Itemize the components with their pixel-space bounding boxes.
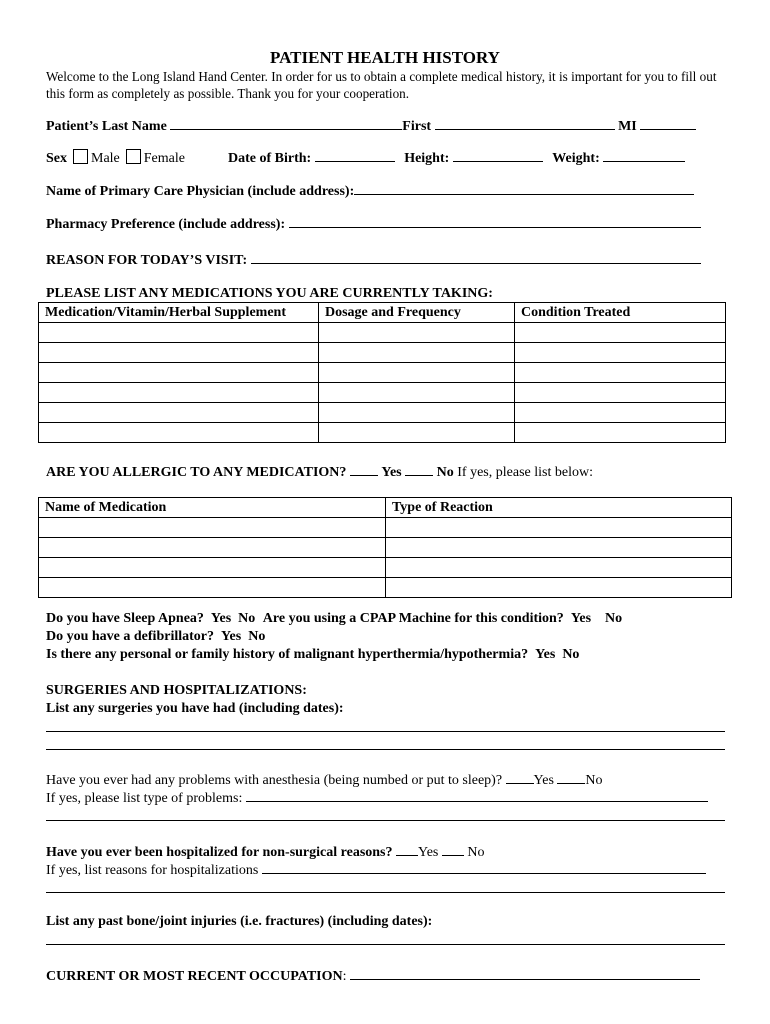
female-label: Female bbox=[143, 151, 185, 166]
table-row bbox=[39, 363, 726, 383]
male-checkbox[interactable] bbox=[73, 149, 88, 164]
table-cell[interactable] bbox=[386, 538, 732, 558]
male-label: Male bbox=[91, 151, 120, 166]
allergy-header-row bbox=[39, 498, 732, 518]
table-cell[interactable] bbox=[386, 518, 732, 538]
allergy-yes-label: Yes bbox=[381, 465, 402, 480]
no-label: No bbox=[605, 611, 623, 626]
surgeries-line-2[interactable] bbox=[46, 749, 725, 750]
table-cell[interactable] bbox=[386, 558, 732, 578]
table-row bbox=[39, 423, 726, 443]
table-row bbox=[39, 558, 732, 578]
mi-label: MI bbox=[618, 119, 637, 134]
weight-field[interactable] bbox=[603, 148, 685, 162]
injuries-label: List any past bone/joint injuries (i.e. fractures) (including dates): bbox=[46, 914, 433, 929]
table-cell[interactable] bbox=[515, 343, 726, 363]
first-name-label: First bbox=[402, 119, 432, 134]
cpap-question: Are you using a CPAP Machine for this condition? bbox=[262, 611, 564, 626]
yes-label: Yes bbox=[535, 647, 556, 662]
name-row bbox=[46, 116, 696, 136]
allergy-no-field[interactable] bbox=[405, 462, 433, 476]
pharmacy-label: Pharmacy Preference (include address): bbox=[46, 217, 286, 232]
medication-column-header: Medication/Vitamin/Herbal Supplement bbox=[39, 303, 319, 323]
no-label: No bbox=[238, 611, 256, 626]
anesthesia-yes-label: Yes bbox=[533, 773, 554, 788]
demographics-row bbox=[46, 148, 685, 168]
table-cell[interactable] bbox=[386, 578, 732, 598]
anesthesia-problems-label: If yes, please list type of problems: bbox=[46, 791, 243, 806]
anesthesia-line[interactable] bbox=[46, 820, 725, 821]
occupation-field[interactable] bbox=[350, 966, 700, 980]
table-cell[interactable] bbox=[515, 323, 726, 343]
pharmacy-row bbox=[46, 214, 701, 234]
female-checkbox[interactable] bbox=[126, 149, 141, 164]
table-cell[interactable] bbox=[39, 383, 319, 403]
weight-label: Weight: bbox=[552, 151, 600, 166]
table-cell[interactable] bbox=[515, 423, 726, 443]
table-cell[interactable] bbox=[515, 363, 726, 383]
occupation-label: CURRENT OR MOST RECENT OCCUPATION bbox=[46, 969, 343, 984]
table-row bbox=[39, 323, 726, 343]
table-cell[interactable] bbox=[39, 363, 319, 383]
allergy-note: If yes, please list below: bbox=[457, 465, 593, 480]
anesthesia-no-field[interactable] bbox=[557, 770, 585, 784]
allergy-table bbox=[38, 497, 732, 598]
yes-label: Yes bbox=[221, 629, 242, 644]
reaction-column-header: Type of Reaction bbox=[386, 498, 732, 518]
dob-field[interactable] bbox=[315, 148, 395, 162]
reason-field[interactable] bbox=[251, 250, 701, 264]
last-name-field[interactable] bbox=[170, 116, 402, 130]
table-cell[interactable] bbox=[39, 538, 386, 558]
table-cell[interactable] bbox=[515, 403, 726, 423]
allergy-no-label: No bbox=[436, 465, 454, 480]
injuries-line[interactable] bbox=[46, 944, 725, 945]
defibrillator-row bbox=[46, 628, 265, 646]
medications-heading: PLEASE LIST ANY MEDICATIONS YOU ARE CURRENTLY TAKING: bbox=[46, 286, 493, 301]
table-cell[interactable] bbox=[39, 403, 319, 423]
surgeries-line-1[interactable] bbox=[46, 731, 725, 732]
mi-field[interactable] bbox=[640, 116, 696, 130]
first-name-field[interactable] bbox=[435, 116, 615, 130]
hospitalized-row bbox=[46, 842, 485, 862]
physician-field[interactable] bbox=[354, 181, 694, 195]
table-row bbox=[39, 538, 732, 558]
table-cell[interactable] bbox=[39, 423, 319, 443]
surgeries-heading: SURGERIES AND HOSPITALIZATIONS: bbox=[46, 683, 307, 698]
sleep-apnea-row bbox=[46, 610, 622, 628]
table-cell[interactable] bbox=[319, 423, 515, 443]
hospitalized-yes-label: Yes bbox=[418, 845, 439, 860]
hyperthermia-question: Is there any personal or family history of malignant hyperthermia/hypothermia? bbox=[46, 647, 529, 662]
yes-label: Yes bbox=[210, 611, 232, 626]
table-cell[interactable] bbox=[39, 323, 319, 343]
hospitalization-reasons-label: If yes, list reasons for hospitalizations bbox=[46, 863, 259, 878]
hospitalization-reasons-row bbox=[46, 860, 706, 880]
sex-label: Sex bbox=[46, 151, 67, 166]
physician-label: Name of Primary Care Physician (include address): bbox=[46, 184, 355, 199]
table-row bbox=[39, 343, 726, 363]
hospitalized-question: Have you ever been hospitalized for non-surgical reasons? bbox=[46, 845, 393, 860]
reason-label: REASON FOR TODAY’S VISIT: bbox=[46, 253, 248, 268]
table-cell[interactable] bbox=[39, 518, 386, 538]
reason-row bbox=[46, 250, 701, 270]
pharmacy-field[interactable] bbox=[289, 214, 701, 228]
no-label: No bbox=[562, 647, 580, 662]
dosage-column-header: Dosage and Frequency bbox=[319, 303, 515, 323]
sleep-apnea-question: Do you have Sleep Apnea? bbox=[46, 611, 204, 626]
yes-label: Yes bbox=[570, 611, 592, 626]
table-row bbox=[39, 403, 726, 423]
anesthesia-yes-field[interactable] bbox=[506, 770, 534, 784]
anesthesia-problems-row bbox=[46, 788, 708, 808]
no-label: No bbox=[248, 629, 266, 644]
medications-table bbox=[38, 302, 726, 443]
anesthesia-problems-field[interactable] bbox=[246, 788, 708, 802]
medication-name-column-header: Name of Medication bbox=[39, 498, 386, 518]
table-cell[interactable] bbox=[39, 343, 319, 363]
medications-header-row bbox=[39, 303, 726, 323]
hospitalization-line[interactable] bbox=[46, 892, 725, 893]
physician-row bbox=[46, 181, 694, 201]
anesthesia-row bbox=[46, 770, 603, 790]
table-cell[interactable] bbox=[515, 383, 726, 403]
surgeries-list-label: List any surgeries you have had (including dates): bbox=[46, 701, 344, 716]
height-field[interactable] bbox=[453, 148, 543, 162]
allergy-row bbox=[46, 462, 593, 482]
table-cell[interactable] bbox=[319, 363, 515, 383]
occupation-row: CURRENT OR MOST RECENT OCCUPATION: bbox=[46, 966, 700, 986]
hospitalized-yes-field[interactable] bbox=[396, 842, 418, 856]
table-row bbox=[39, 578, 732, 598]
intro-text: Welcome to the Long Island Hand Center. In order for us to obtain a complete medical history, it is important for you to fill out this form as completely as possible. Thank you for your cooperation. bbox=[46, 69, 717, 101]
table-cell[interactable] bbox=[319, 343, 515, 363]
table-cell[interactable] bbox=[319, 383, 515, 403]
height-label: Height: bbox=[404, 151, 450, 166]
last-name-label: Patient’s Last Name bbox=[46, 119, 167, 134]
condition-column-header: Condition Treated bbox=[515, 303, 726, 323]
table-cell[interactable] bbox=[39, 558, 386, 578]
anesthesia-no-label: No bbox=[585, 773, 603, 788]
defibrillator-question: Do you have a defibrillator? bbox=[46, 629, 214, 644]
table-cell[interactable] bbox=[319, 403, 515, 423]
hospitalized-no-label: No bbox=[467, 845, 485, 860]
anesthesia-question: Have you ever had any problems with anesthesia (being numbed or put to sleep)? bbox=[46, 773, 503, 788]
hospitalized-no-field[interactable] bbox=[442, 842, 464, 856]
table-cell[interactable] bbox=[39, 578, 386, 598]
form-title: PATIENT HEALTH HISTORY bbox=[270, 48, 500, 67]
table-cell[interactable] bbox=[319, 323, 515, 343]
table-row bbox=[39, 518, 732, 538]
hyperthermia-row bbox=[46, 646, 579, 664]
table-row bbox=[39, 383, 726, 403]
dob-label: Date of Birth: bbox=[227, 151, 312, 166]
allergy-question: ARE YOU ALLERGIC TO ANY MEDICATION? bbox=[46, 465, 347, 480]
hospitalization-reasons-field[interactable] bbox=[262, 860, 706, 874]
allergy-yes-field[interactable] bbox=[350, 462, 378, 476]
